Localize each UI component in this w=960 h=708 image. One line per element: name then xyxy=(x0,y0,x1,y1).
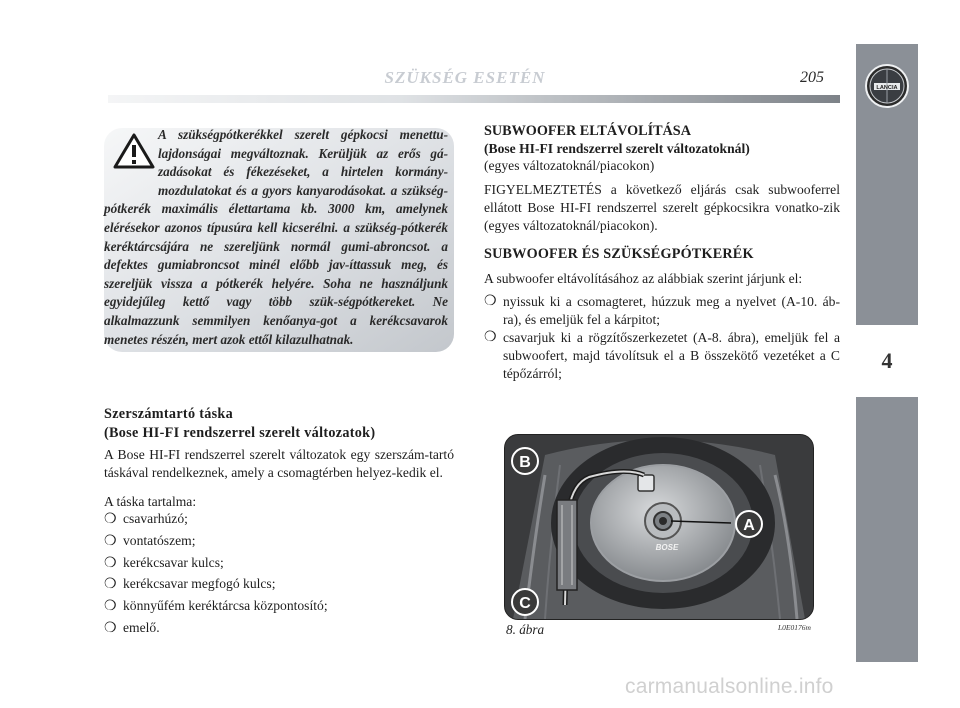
velcro-strip xyxy=(557,500,577,590)
procedure-step-text: nyissuk ki a csomagteret, húzzuk meg a nyelvet (A-10. áb-ra), és emeljük fel a kárpitot; xyxy=(503,294,840,327)
list-item-text: emelő. xyxy=(123,619,160,635)
list-item-text: kerékcsavar megfogó kulcs; xyxy=(123,576,276,592)
list-item-text: csavarhúzó; xyxy=(123,511,188,526)
figure-caption: 8. ábra xyxy=(506,622,545,637)
header-divider xyxy=(108,95,840,103)
subwoofer-market-note: (egyes változatoknál/piacokon) xyxy=(484,158,655,173)
watermark: carmanualsonline.info xyxy=(625,675,834,698)
label-a: A xyxy=(743,517,755,534)
toolbag-contents-list xyxy=(104,508,328,639)
label-c: C xyxy=(519,595,531,612)
bullet-icon: ❍ xyxy=(104,577,117,593)
bullet-icon: ❍ xyxy=(104,620,117,636)
bullet-icon: ❍ xyxy=(484,294,497,309)
list-item-text: kerékcsavar kulcs; xyxy=(123,554,224,570)
bullet-icon: ❍ xyxy=(104,599,117,615)
bullet-icon: ❍ xyxy=(484,330,497,345)
subwoofer-removal-heading: SUBWOOFER ELTÁVOLÍTÁSA xyxy=(484,123,691,139)
list-item xyxy=(104,530,328,552)
warning-text: A szükségpótkerékkel szerelt gépkocsi menettu-lajdonságai megváltoznak. Kerüljük az erős gá-zadásokat és fékezéseket, a hirtelen kormány-mozdulatokat és a gyors kanyarodásokat. a szükség-pótkerék maximális élettartama kb. 3000 km, amelynek elérésekor azonos típusúra kell kicserélni. a szükség-pótkerék keréktárcsájára ne szereljünk normál gumi-abroncsot. a defektes gumiabroncsot minél előbb jav-íttassuk meg, és szereljük vissza a pótkerék helyére. Soha ne használjunk egyidejűleg kettő vagy több szük-ségpótkereket. Ne alkalmazzunk semmilyen kenőanya-got a kerékcsavarok menetes részén, mert azok ettől kilazulhatnak. xyxy=(104,127,448,347)
subwoofer-removal-subheading: (Bose HI-FI rendszerrel szerelt változatoknál) xyxy=(484,141,750,156)
bullet-icon: ❍ xyxy=(104,555,117,571)
list-item-text: vontatószem; xyxy=(123,532,196,548)
figure-code: L0E0176m xyxy=(778,623,811,632)
toolbag-heading: Szerszámtartó táska xyxy=(104,406,234,422)
subwoofer-spare-intro: A subwoofer eltávolításához az alábbiak szerint járjunk el: xyxy=(484,271,803,286)
list-item xyxy=(104,552,328,574)
toolbag-paragraph: A Bose HI-FI rendszerrel szerelt változatok egy szerszám-tartó táskával rendelkeznek, amely a csomagtérben helyez-kedik el. xyxy=(104,447,454,480)
lancia-logo-icon xyxy=(864,63,910,109)
speaker-brand-label: BOSE xyxy=(655,543,679,552)
list-item xyxy=(104,617,328,639)
toolbag-contents-title: A táska tartalma: xyxy=(104,494,197,509)
list-item-text: könnyűfém keréktárcsa központosító; xyxy=(123,598,328,614)
toolbag-subheading: (Bose HI-FI rendszerrel szerelt változatok) xyxy=(104,425,376,441)
subwoofer-figure xyxy=(504,434,814,620)
logo-text: LANCIA xyxy=(876,85,898,91)
procedure-step xyxy=(484,293,840,329)
subwoofer-warning-paragraph: FIGYELMEZTETÉS a következő eljárás csak subwooferrel ellátott Bose HI-FI rendszerrel szerelt gépkocsikra vonatko-zik (egyes változatoknál/piacokon). xyxy=(484,182,840,233)
subwoofer-spare-heading: SUBWOOFER ÉS SZÜKSÉGPÓTKERÉK xyxy=(484,246,754,262)
list-item xyxy=(104,508,328,530)
bullet-icon: ❍ xyxy=(104,533,117,549)
procedure-step xyxy=(484,329,840,383)
list-item xyxy=(104,595,328,617)
label-b: B xyxy=(519,454,531,471)
list-item xyxy=(104,573,328,595)
subwoofer-illustration xyxy=(505,435,813,619)
bullet-icon: ❍ xyxy=(104,512,117,527)
procedure-step-text: csavarjuk ki a rögzítőszerkezetet (A-8. ábra), emeljük fel a subwoofert, majd távolítsuk el a B összekötő vezetéket a C tépőzárról; xyxy=(503,330,840,381)
page-number: 205 xyxy=(800,69,824,86)
chapter-number: 4 xyxy=(881,348,893,373)
section-title: SZÜKSÉG ESETÉN xyxy=(384,68,546,87)
